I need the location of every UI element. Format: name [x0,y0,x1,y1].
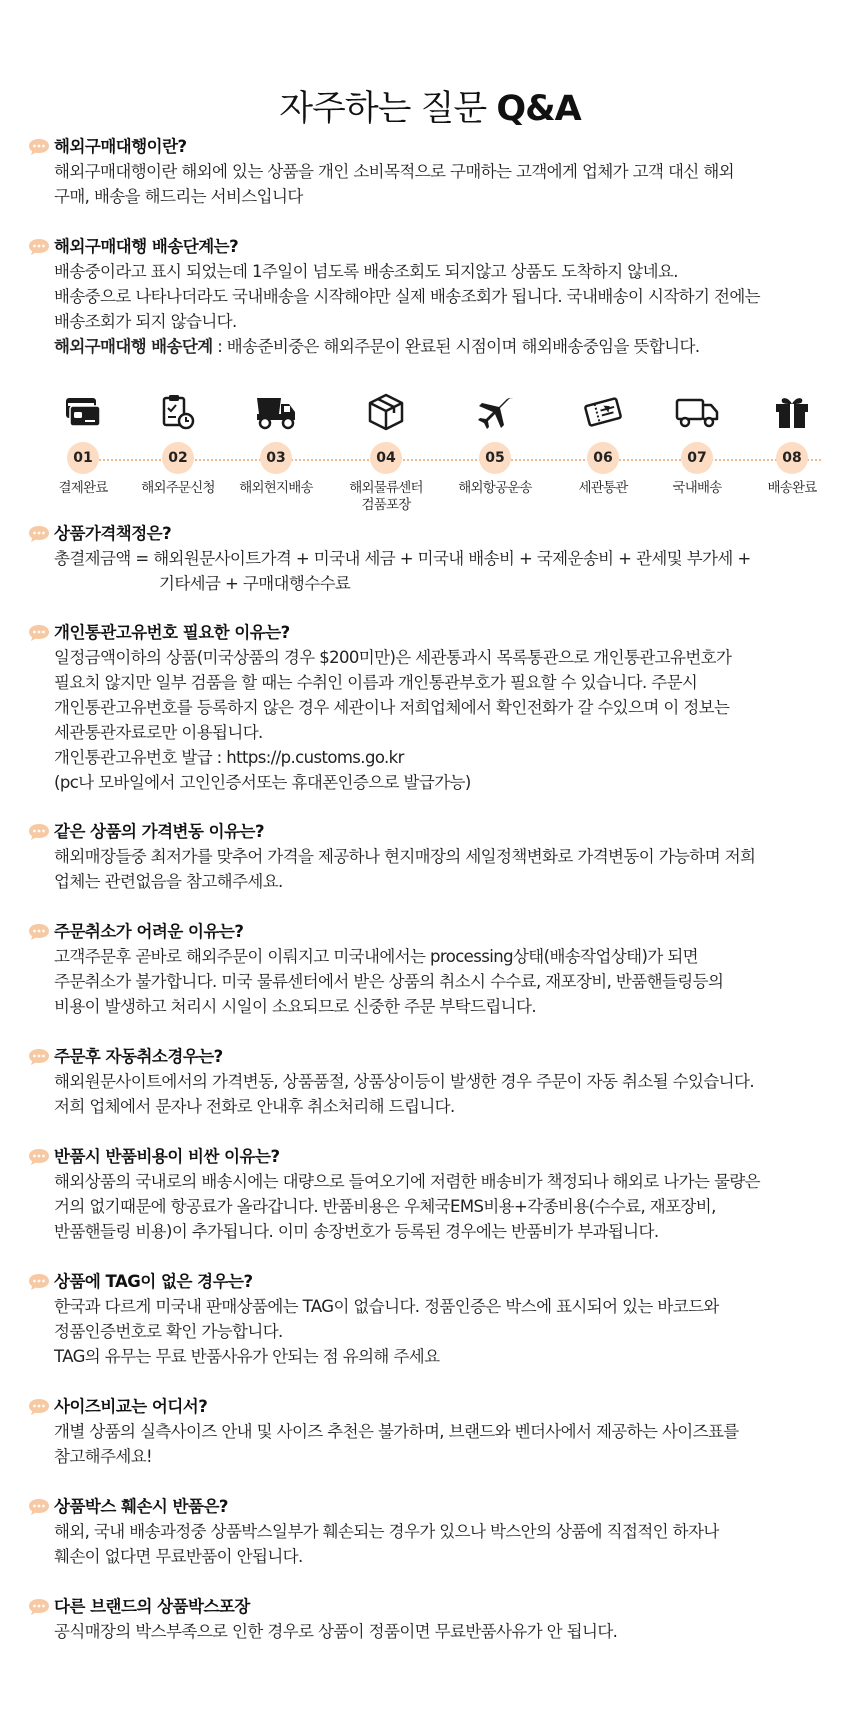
speech-bubble-icon [28,624,50,642]
faq-answer: 총결제금액 = 해외원문사이트가격 + 미국내 세금 + 미국내 배송비 + 국제운송비 + 관세및 부가세 + 기타세금 + 구매대행수수료 [54,549,751,593]
step-item [123,390,233,497]
speech-bubble-icon [28,1398,50,1416]
faq-answer: 한국과 다르게 미국내 판매상품에는 TAG이 없습니다. 정품인증은 박스에 표시되어 있는 바코드와 정품인증번호로 확인 가능합니다. TAG의 유무는 무료 반품사유가 안되는 점 유의해 주세요 [54,1297,719,1366]
faq-question: 주문취소가 어려운 이유는? [28,920,828,944]
faq-question: 해외구매대행 배송단계는? [28,235,828,259]
page-title-en: Q&A [496,89,581,130]
step-label: 해외주문신청 [141,480,215,496]
delivery-truck-icon [642,390,752,434]
faq-item [28,920,828,1019]
speech-bubble-icon [28,1598,50,1616]
faq-question: 같은 상품의 가격변동 이유는? [28,820,828,844]
speech-bubble-icon [28,823,50,841]
faq-answer: 해외매장들중 최저가를 맞추어 가격을 제공하나 현지매장의 세일정책변화로 가격변동이 가능하며 저희 업체는 관련없음을 참고해주세요. [54,847,756,891]
package-box-icon [331,390,441,434]
step-item [737,390,847,497]
page-title [0,81,860,131]
faq-answer: 해외원문사이트에서의 가격변동, 상품품절, 상품상이등이 발생한 경우 주문이 자동 취소될 수있습니다. 저희 업체에서 문자나 전화로 안내후 취소처리해 드립니다. [54,1072,754,1116]
step-number: 03 [260,442,292,474]
speech-bubble-icon [28,1048,50,1066]
clipboard-clock-icon [123,390,233,434]
faq-question: 해외구매대행이란? [28,135,828,159]
airplane-icon [440,390,550,434]
faq-item [28,1145,828,1244]
faq-item [28,522,828,596]
faq-question: 상품에 TAG이 없은 경우는? [28,1270,828,1294]
step-number: 05 [479,442,511,474]
gift-icon [737,390,847,434]
speech-bubble-icon [28,525,50,543]
step-number: 01 [67,442,99,474]
speech-bubble-icon [28,1273,50,1291]
faq-question: 개인통관고유번호 필요한 이유는? [28,621,828,645]
step-number: 06 [587,442,619,474]
faq-answer: 일정금액이하의 상품(미국상품의 경우 $200미만)은 세관통과시 목록통관으로 개인통관고유번호가 필요치 않지만 일부 검품을 할 때는 수취인 이름과 개인통관부호가 필요할 수 있습니다. 주문시 개인통관고유번호를 등록하지 않은 경우 세관이나 저희업체에서 확인전화가 갈 수있으며 이 정보는 세관통관자료로만 이용됩니다. 개인통관고유번호 발급 : https://p.customs.go.kr (pc나 모바일에서 고인인증서또는 휴대폰인증으로 발급가능) [54,648,732,792]
faq-question: 반품시 반품비용이 비싼 이유는? [28,1145,828,1169]
step-label: 세관통관 [578,480,628,496]
faq-question: 상품가격책정은? [28,522,828,546]
faq-item [28,1270,828,1369]
faq-question: 상품박스 훼손시 반품은? [28,1495,828,1519]
page-title-ko: 자주하는 질문 [279,89,487,130]
step-item [440,390,550,497]
speech-bubble-icon [28,1148,50,1166]
faq-question: 사이즈비교는 어디서? [28,1395,828,1419]
speech-bubble-icon [28,138,50,156]
speech-bubble-icon [28,923,50,941]
faq-question: 다른 브랜드의 상품박스포장 [28,1595,828,1619]
faq-item [28,621,828,795]
step-item [28,390,138,497]
step-label: 국내배송 [672,480,722,496]
step-item [331,390,441,514]
faq-item [28,1045,828,1119]
faq-item [28,1595,828,1644]
faq-answer: 해외, 국내 배송과정중 상품박스일부가 훼손되는 경우가 있으나 박스안의 상품에 직접적인 하자나 훼손이 없다면 무료반품이 안됩니다. [54,1522,719,1566]
speech-bubble-icon [28,1498,50,1516]
shipping-steps [28,390,832,513]
step-number: 08 [776,442,808,474]
step-item [221,390,331,497]
step-label: 해외물류센터 검품포장 [349,480,423,513]
faq-item [28,820,828,894]
step-item [642,390,752,497]
faq-item [28,135,828,209]
credit-card-icon [28,390,138,434]
step-number: 04 [370,442,402,474]
faq-answer: 배송중이라고 표시 되었는데 1주일이 넘도록 배송조회도 되지않고 상품도 도착하지 않네요. 배송중으로 나타나더라도 국내배송을 시작해야만 실제 배송조회가 됩니다. 국내배송이 시작하기 전에는 배송조회가 되지 않습니다. 해외구매대행 배송단계 : 배송준비중은 해외주문이 완료된 시점이며 해외배송중임을 뜻합니다. [54,262,761,356]
faq-answer: 개별 상품의 실측사이즈 안내 및 사이즈 추천은 불가하며, 브랜드와 벤더사에서 제공하는 사이즈표를 참고해주세요! [54,1422,739,1466]
faq-answer: 고객주문후 곧바로 해외주문이 이뤄지고 미국내에서는 processing상태(배송작업상태)가 되면 주문취소가 불가합니다. 미국 물류센터에서 받은 상품의 취소시 수수료, 재포장비, 반품핸들링등의 비용이 발생하고 처리시 시일이 소요되므로 신중한 주문 부탁드립니다. [54,947,724,1016]
step-label: 배송완료 [767,480,817,496]
step-number: 02 [162,442,194,474]
step-label: 해외항공운송 [458,480,532,496]
step-label: 결제완료 [58,480,108,496]
step-label: 해외현지배송 [239,480,313,496]
faq-answer: 해외상품의 국내로의 배송시에는 대량으로 들여오기에 저렴한 배송비가 책정되나 해외로 나가는 물량은 거의 없기때문에 항공료가 올라갑니다. 반품비용은 우체국EMS비용+각종비용(수수료, 재포장비, 반품핸들링 비용)이 추가됩니다. 이미 송장번호가 등록된 경우에는 반품비가 부과됩니다. [54,1172,761,1241]
faq-item [28,1495,828,1569]
step-number: 07 [681,442,713,474]
faq-answer: 공식매장의 박스부족으로 인한 경우로 상품이 정품이면 무료반품사유가 안 됩니다. [54,1622,618,1641]
faq-question: 주문후 자동취소경우는? [28,1045,828,1069]
dump-truck-icon [221,390,331,434]
speech-bubble-icon [28,238,50,256]
faq-answer: 해외구매대행이란 해외에 있는 상품을 개인 소비목적으로 구매하는 고객에게 업체가 고객 대신 해외 구매, 배송을 해드리는 서비스입니다 [54,162,734,206]
faq-item [28,1395,828,1469]
faq-item [28,235,828,359]
